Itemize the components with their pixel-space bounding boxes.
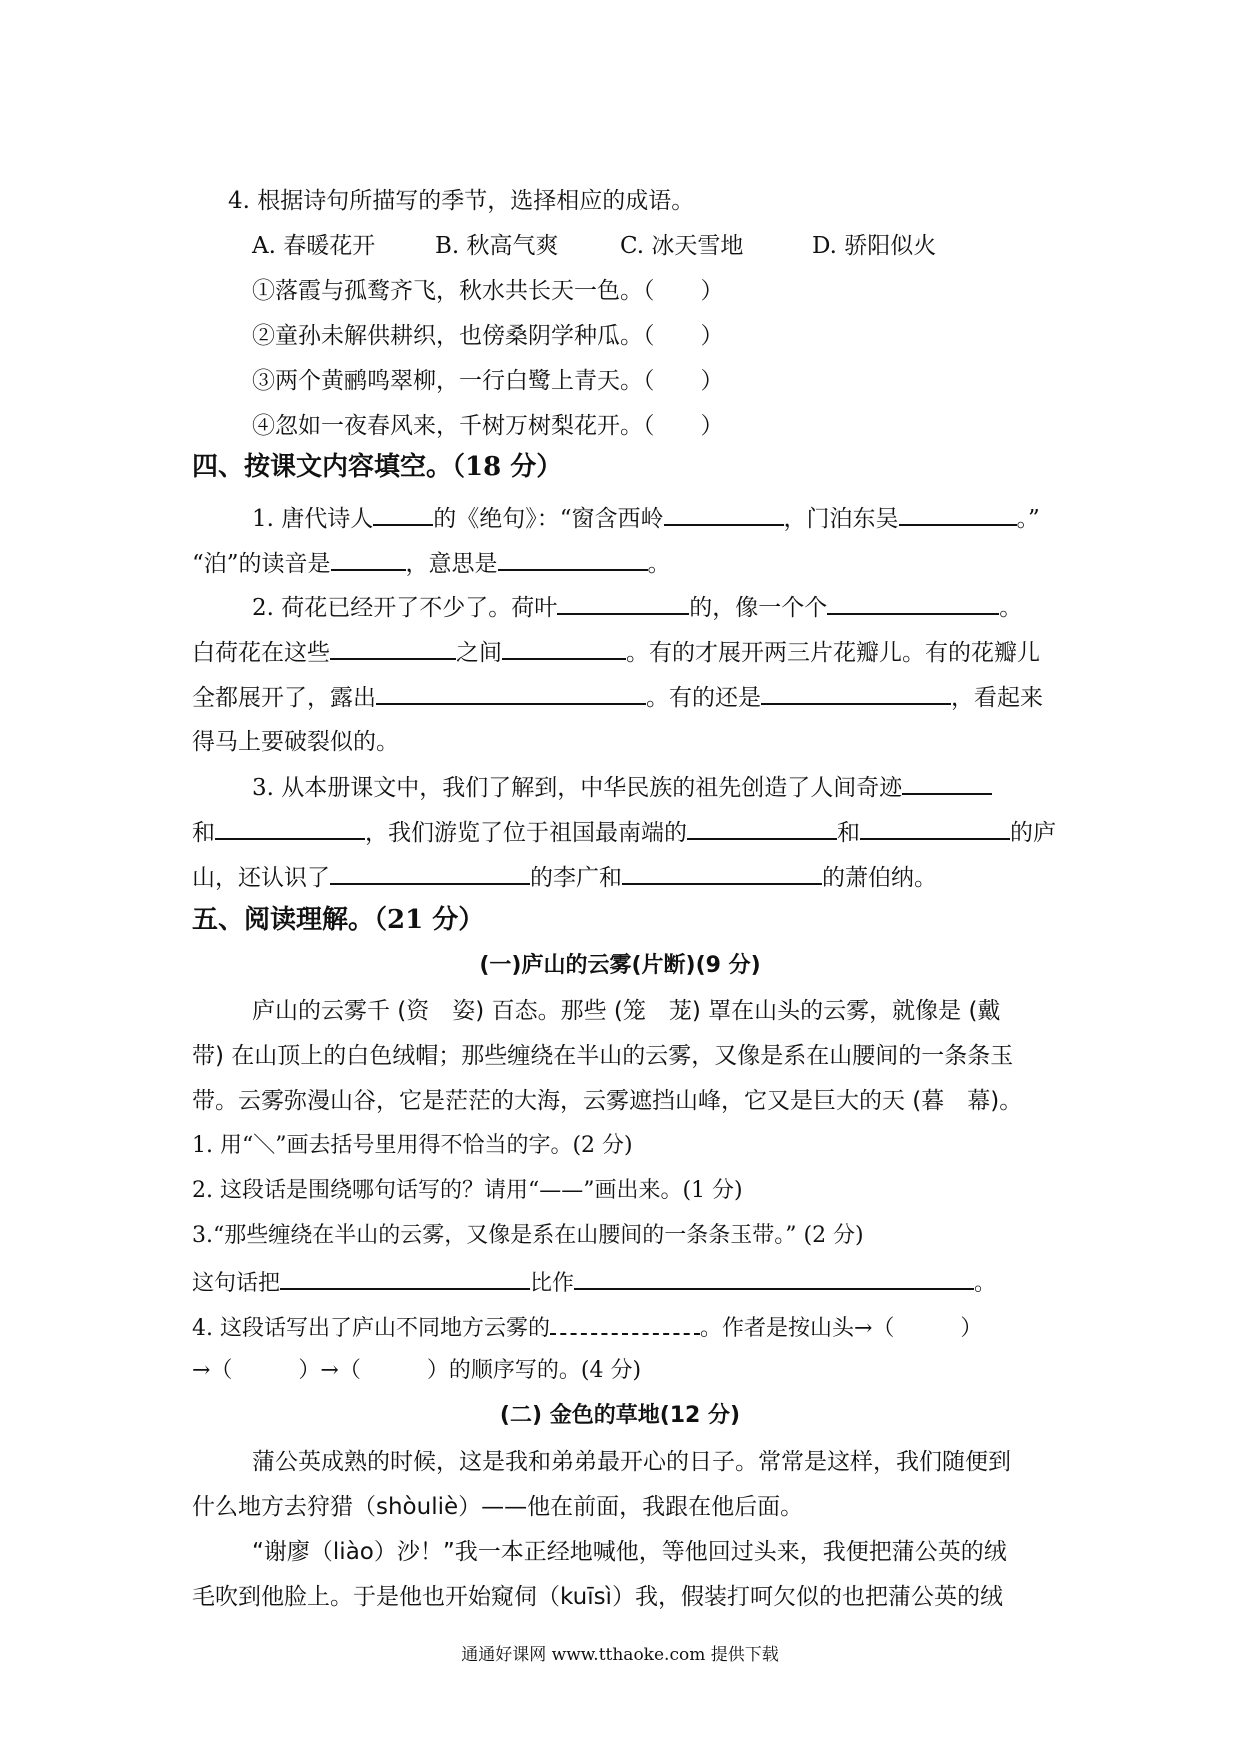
blank-poem-line-2[interactable] [899,502,1017,526]
blank-poet[interactable] [373,502,433,526]
blank-wonder-1[interactable] [902,771,992,795]
s4-q2-line1 [252,591,1022,623]
s4-q3-line2 [192,816,1056,848]
q3-fill-text-1: 这句话把 [192,1271,281,1296]
section4-heading: 四、按课文内容填空。（18 分） [192,452,563,482]
s4-q1-text-4: 。” [1016,506,1040,532]
s4-q1-text-1: 1. 唐代诗人 [252,506,374,532]
blank-shaw[interactable] [622,861,822,885]
q4-option-c: C. 冰天雪地 [620,233,744,259]
passage1-line-2: 带) 在山顶上的白色绒帽；那些缠绕在半山的云雾，又像是系在山腰间的一条条玉 [192,1043,1014,1069]
blank-wonder-2[interactable] [215,816,365,840]
blank-like[interactable] [827,591,999,615]
s4-q2-line2 [192,636,1040,668]
section5-heading: 五、阅读理解。（21 分） [192,905,485,935]
blank-compared-subject[interactable] [280,1266,530,1290]
blank-still[interactable] [761,681,951,705]
s4-q3-line3 [192,861,937,893]
s4-q3-text-8: 的萧伯纳。 [822,865,937,891]
blank-li-guang[interactable] [330,861,530,885]
blank-among[interactable] [330,636,456,660]
s4-q1-line1 [252,502,1040,534]
blank-south[interactable] [687,816,837,840]
q4-prompt: 4. 根据诗句所描写的季节，选择相应的成语。 [228,188,695,214]
passage2-line-4: 毛吹到他脸上。于是他也开始窥伺（kuīsì）我，假装打呵欠似的也把蒲公英的绒 [192,1584,1003,1610]
s4-q2-text-5: 之间 [456,640,502,666]
q4-text-2: 。作者是按山头→（ ） [700,1316,983,1341]
s4-q3-text-3: ，我们游览了位于祖国最南端的 [365,820,687,846]
s4-q1-text-2: 的《绝句》：“窗含西岭 [433,506,664,532]
s4-q2-text-10: 得马上要破裂似的。 [192,729,399,755]
s4-q1-text-6: ，意思是 [405,551,498,577]
q4-item-4: ④忽如一夜春风来，千树万树梨花开。（ ） [252,413,724,439]
s4-q3-text-4: 和 [837,820,860,846]
passage1-title: (一)庐山的云雾(片断)(9 分) [479,953,761,978]
q4-item-2: ②童孙未解供耕织，也傍桑阴学种瓜。（ ） [252,323,724,349]
page-footer: 通通好课网 www.tthaoke.com 提供下载 [461,1645,779,1665]
s4-q2-text-3: 。 [999,595,1023,621]
blank-meaning[interactable] [498,547,648,571]
blank-reveal[interactable] [376,681,646,705]
blank-poem-line-1[interactable] [664,502,784,526]
q4-option-b: B. 秋高气爽 [435,233,559,259]
s4-q2-text-4: 白荷花在这些 [192,640,330,666]
s4-q2-text-7: 全都展开了，露出 [192,685,376,711]
passage1-question-2: 2. 这段话是围绕哪句话写的？请用“——”画出来。(1 分) [192,1178,743,1203]
passage1-line-3: 带。云雾弥漫山谷，它是茫茫的大海，云雾遮挡山峰，它又是巨大的天 (暮 幕)。 [192,1088,1023,1114]
passage2-line-2: 什么地方去狩猎（shòuliè）——他在前面，我跟在他后面。 [192,1494,804,1520]
s4-q2-line3 [192,681,1043,713]
passage2-line-3: “谢廖（liào）沙！”我一本正经地喊他，等他回过头来，我便把蒲公英的绒 [252,1539,1007,1565]
s4-q2-text-1: 2. 荷花已经开了不少了。荷叶 [252,595,558,621]
s4-q2-text-9: ，看起来 [951,685,1043,711]
blank-lotus-leaf[interactable] [557,591,689,615]
blank-scenic[interactable] [860,816,1010,840]
blank-compared-object[interactable] [574,1266,974,1290]
q3-fill-text-3: 。 [974,1271,997,1296]
blank-pronunciation[interactable] [331,547,406,571]
s4-q3-line1 [252,771,992,803]
s4-q2-text-8: 。有的还是 [646,685,761,711]
s4-q1-text-7: 。 [647,551,671,577]
passage1-q4-line2: →（ ）→（ ）的顺序写的。(4 分) [192,1358,642,1383]
s4-q1-text-5: “泊”的读音是 [192,551,331,577]
s4-q3-text-1: 3. 从本册课文中，我们了解到，中华民族的祖先创造了人间奇迹 [252,775,903,801]
q4-option-d: D. 骄阳似火 [812,233,937,259]
s4-q2-text-6: 。有的才展开两三片花瓣儿。有的花瓣儿 [626,640,1040,666]
s4-q1-text-3: ，门泊东吴 [783,506,899,532]
q4-text-1: 4. 这段话写出了庐山不同地方云雾的 [192,1316,550,1341]
blank-between[interactable] [502,636,626,660]
s4-q3-text-5: 的庐 [1010,820,1056,846]
s4-q1-line2 [192,547,671,579]
passage2-line-1: 蒲公英成熟的时候，这是我和弟弟最开心的日子。常常是这样，我们随便到 [252,1449,1011,1475]
passage1-q4-line1 [192,1311,982,1344]
passage1-question-3: 3.“那些缠绕在半山的云雾，又像是系在山腰间的一条条玉带。” (2 分) [192,1223,864,1248]
blank-cloud-feature[interactable] [550,1311,700,1335]
s4-q2-text-2: 的，像一个个 [689,595,828,621]
passage1-q3-fill [192,1266,996,1299]
passage2-title: (二) 金色的草地(12 分) [499,1403,741,1428]
passage1-question-1: 1. 用“＼”画去括号里用得不恰当的字。(2 分) [192,1133,633,1158]
s4-q3-text-7: 的李广和 [530,865,622,891]
q4-option-a: A. 春暖花开 [252,233,376,259]
q4-item-3: ③两个黄鹂鸣翠柳，一行白鹭上青天。（ ） [252,368,724,394]
q4-item-1: ①落霞与孤鹜齐飞，秋水共长天一色。（ ） [252,278,724,304]
q3-fill-text-2: 比作 [530,1271,575,1296]
s4-q3-text-6: 山，还认识了 [192,865,330,891]
passage1-line-1: 庐山的云雾千 (资 姿) 百态。那些 (笼 茏) 罩在山头的云雾，就像是 (戴 [252,998,1001,1024]
s4-q3-text-2: 和 [192,820,215,846]
